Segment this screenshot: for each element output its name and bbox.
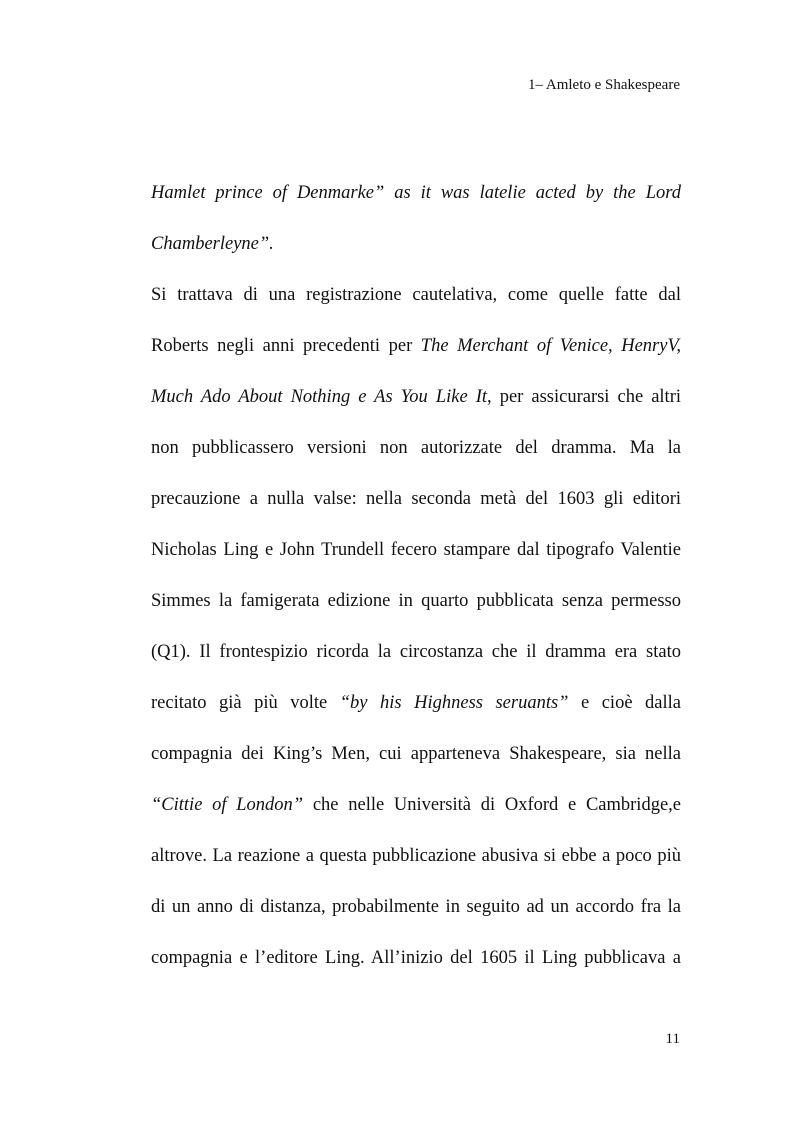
text-line	[151, 372, 681, 423]
text-line	[151, 780, 681, 831]
text-run: , per assicurarsi che altri	[487, 387, 681, 407]
italic-title: Much Ado About Nothing e As You Like It	[151, 387, 488, 407]
text-run: recitato già più volte	[151, 693, 340, 713]
text-line: (Q1). Il frontespizio ricorda la circostanza che il dramma era stato	[151, 642, 681, 662]
text-line	[151, 321, 681, 372]
italic-quote: “Cittie of London”	[151, 795, 304, 815]
italic-quote: “by his Highness seruants”	[339, 693, 569, 713]
text-line: Chamberleyne”.	[151, 234, 274, 254]
running-header: 1– Amleto e Shakespeare	[527, 77, 680, 93]
text-line: Nicholas Ling e John Trundell fecero stampare dal tipografo Valentie	[151, 540, 681, 560]
text-run: che nelle Università di Oxford e Cambridge,e	[303, 795, 681, 815]
text-line: Si trattava di una registrazione cautelativa, come quelle fatte dal	[151, 285, 681, 305]
text-line: compagnia dei King’s Men, cui apparteneva Shakespeare, sia nella	[151, 744, 681, 764]
italic-title: The Merchant of Venice, HenryV,	[420, 336, 681, 356]
text-line: compagnia e l’editore Ling. All’inizio del 1605 il Ling pubblicava a	[151, 948, 681, 968]
text-line: Simmes la famigerata edizione in quarto pubblicata senza permesso	[151, 591, 681, 611]
page-number: 11	[665, 1031, 680, 1047]
text-line: precauzione a nulla valse: nella seconda metà del 1603 gli editori	[151, 489, 681, 509]
text-line: altrove. La reazione a questa pubblicazione abusiva si ebbe a poco più	[151, 846, 681, 866]
text-line: Hamlet prince of Denmarke” as it was latelie acted by the Lord	[151, 183, 681, 203]
text-line: di un anno di distanza, probabilmente in seguito ad un accordo fra la	[151, 897, 681, 917]
text-run: e cioè dalla	[568, 693, 681, 713]
body-text	[151, 168, 681, 984]
text-line	[151, 678, 681, 729]
text-line: non pubblicassero versioni non autorizzate del dramma. Ma la	[151, 438, 681, 458]
text-run: Roberts negli anni precedenti per	[151, 336, 421, 356]
